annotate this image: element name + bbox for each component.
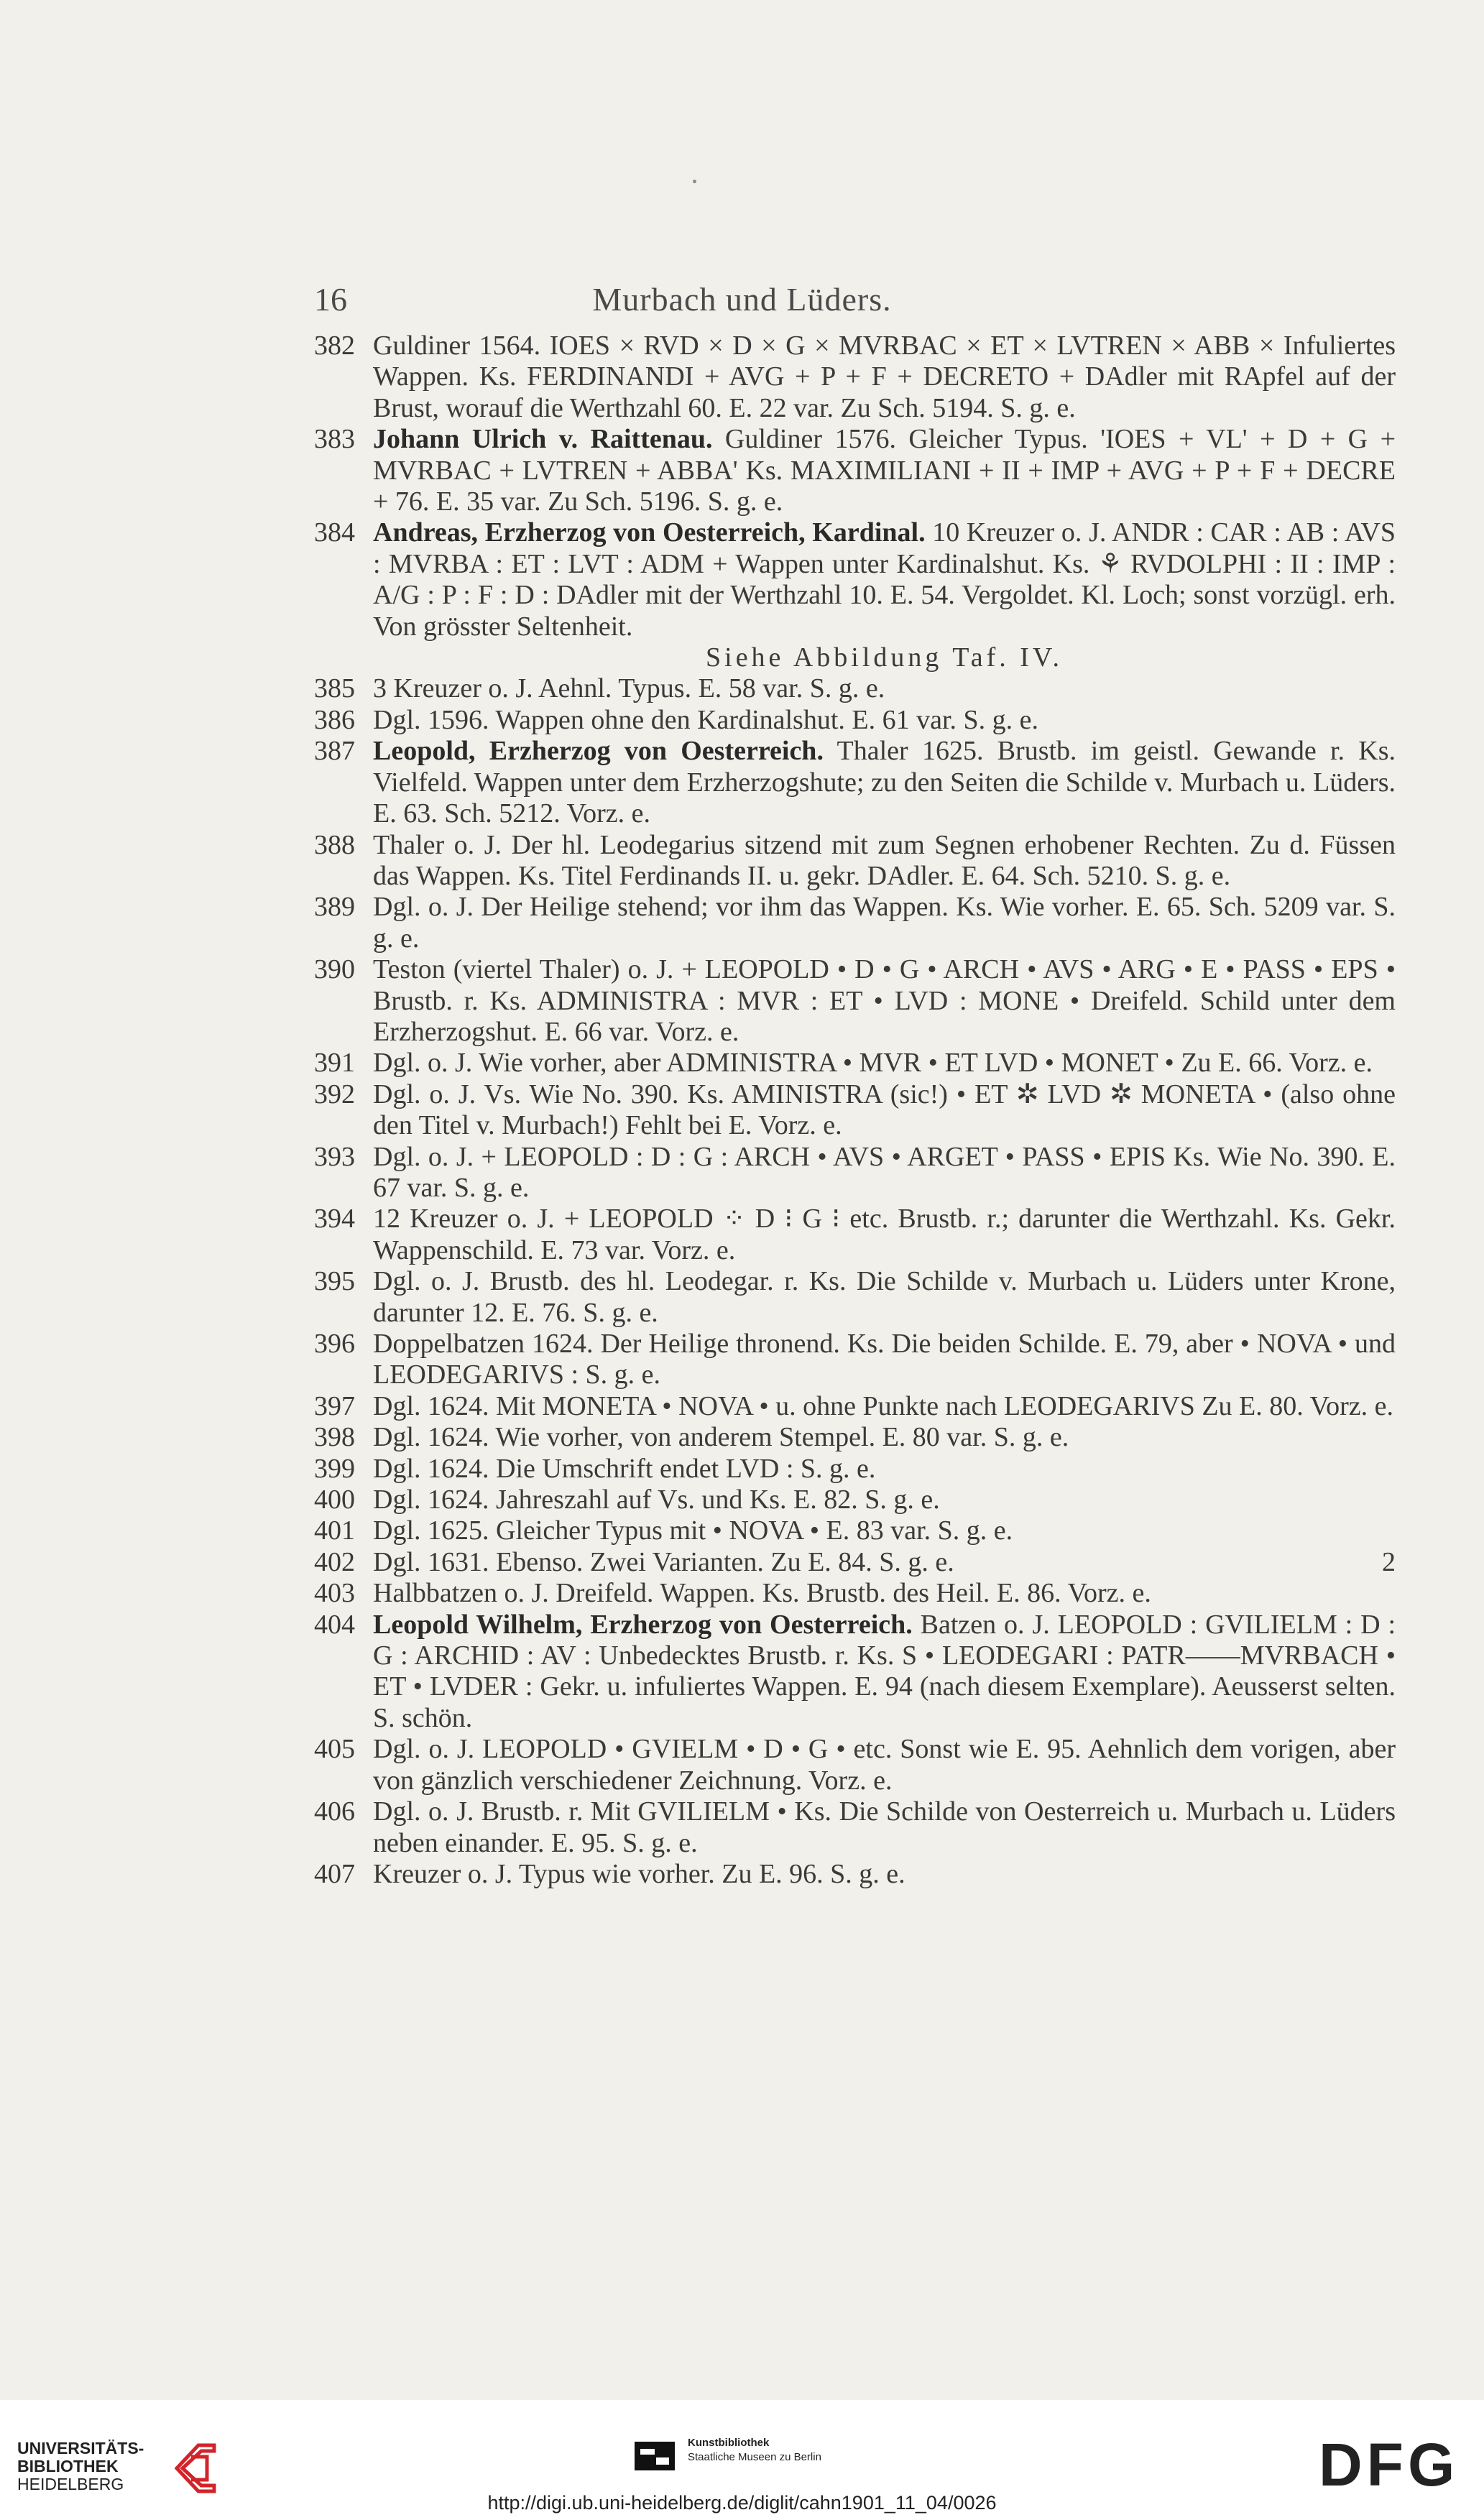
catalog-entry [314, 892, 1396, 954]
entry-description: Doppelbatzen 1624. Der Heilige thronend. Ks. Die beiden Schilde. E. 79, aber • NOVA • und LEODEGARIVS : S. g. e. [373, 1329, 1396, 1390]
entry-number: 383 [314, 424, 355, 455]
entry-description: Guldiner 1576. Gleicher Typus. 'IOES + VL' + D + G + MVRBAC + LVTREN + ABBA' Ks. MAXIMILIANI + II + IMP + AVG + P + F + DECRE + 76. E. 35 var. Zu Sch. 5196. S. g. e. [373, 424, 1396, 517]
entry-description: Dgl. o. J. + LEOPOLD : D : G : ARCH • AVS • ARGET • PASS • EPIS Ks. Wie No. 390. E. 67 var. S. g. e. [373, 1141, 1396, 1203]
entry-description: 10 Kreuzer o. J. ANDR : CAR : AB : AVS : MVRBA : ET : LVT : ADM + Wappen unter Kardinalshut. Ks. ⚘ RVDOLPHI : II : IMP : A/G : P : F : D : DAdler mit der Werthzahl 10. E. 54. Vergoldet. Kl. Loch; sonst vorzügl. erh. Von grösster Seltenheit. [373, 517, 1396, 642]
catalog-entry [314, 1578, 1396, 1609]
entry-description: Dgl. 1624. Jahreszahl auf Vs. und Ks. E. 82. S. g. e. [373, 1485, 940, 1515]
permalink-url[interactable]: http://digi.ub.uni-heidelberg.de/diglit/cahn1901_11_04/0026 [487, 2492, 997, 2514]
catalog-entry [314, 1859, 1396, 1890]
entry-number: 399 [314, 1453, 355, 1484]
catalog-entry [314, 954, 1396, 1048]
entry-description: Dgl. o. J. Brustb. des hl. Leodegar. r. Ks. Die Schilde v. Murbach u. Lüders unter Krone, darunter 12. E. 76. S. g. e. [373, 1266, 1396, 1328]
ub-heidelberg-logo[interactable] [17, 2440, 233, 2497]
entry-description: Dgl. 1624. Mit MONETA • NOVA • u. ohne Punkte nach LEODEGARIVS Zu E. 80. Vorz. e. [373, 1390, 1393, 1421]
catalog-entry [314, 1485, 1396, 1515]
catalog-entry [314, 1610, 1396, 1735]
entry-description: Dgl. 1631. Ebenso. Zwei Varianten. Zu E. 84. S. g. e. [373, 1546, 954, 1577]
entry-number: 393 [314, 1141, 355, 1172]
entry-ruler-name: Andreas, Erzherzog von Oesterreich, Kardinal. [373, 517, 926, 548]
entry-number: 387 [314, 736, 355, 767]
entry-description: Dgl. o. J. Brustb. r. Mit GVILIELM • Ks. Die Schilde von Oesterreich u. Murbach u. Lüders neben einander. E. 95. S. g. e. [373, 1796, 1396, 1858]
entry-description: Guldiner 1564. IOES × RVD × D × G × MVRBAC × ET × LVTREN × ABB × Infuliertes Wappen. Ks. FERDINANDI + AVG + P + F + DECRETO + DAdler mit RApfel auf der Brust, worauf die Werthzahl 60. E. 22 var. Zu Sch. 5194. S. g. e. [373, 331, 1396, 423]
catalog-entry [314, 1734, 1396, 1796]
catalog-entry [314, 424, 1396, 517]
catalog-entry [314, 673, 1396, 704]
entry-ruler-name: Johann Ulrich v. Raittenau. [373, 424, 713, 455]
catalog-entry [314, 1079, 1396, 1142]
catalog-entry [314, 830, 1396, 892]
entry-number: 400 [314, 1485, 355, 1515]
entry-number: 391 [314, 1048, 355, 1079]
footer-bar [0, 2400, 1484, 2520]
plate-reference: Siehe Abbildung Taf. IV. [706, 642, 1063, 673]
catalog-entries [314, 331, 1396, 1890]
catalog-entry [314, 1391, 1396, 1422]
catalog-entry [314, 517, 1396, 642]
running-title: Murbach und Lüders. [592, 281, 892, 318]
entry-description: Dgl. o. J. Vs. Wie No. 390. Ks. AMINISTRA (sic!) • ET ✲ LVD ✲ MONETA • (also ohne den Titel v. Murbach!) Fehlt bei E. Vorz. e. [373, 1079, 1396, 1141]
catalog-entry [314, 1142, 1396, 1204]
entry-number: 384 [314, 517, 355, 548]
entry-description: Dgl. 1624. Wie vorher, von anderem Stempel. E. 80 var. S. g. e. [373, 1422, 1069, 1453]
entry-description: Dgl. 1624. Die Umschrift endet LVD : S. g. e. [373, 1453, 876, 1484]
catalog-entry [314, 1515, 1396, 1546]
kunstbibliothek-emblem-icon [635, 2436, 675, 2476]
entry-description: Batzen o. J. LEOPOLD : GVILIELM : D : G : ARCHID : AV : Unbedecktes Brustb. r. Ks. S • LEODEGARI : PATR——MVRBACH • ET • LVDER : Gekr. u. infuliertes Wappen. E. 94 (nach diesem Exemplare). Aeusserst selten. S. schön. [373, 1609, 1396, 1733]
entry-description: Halbbatzen o. J. Dreifeld. Wappen. Ks. Brustb. des Heil. E. 86. Vorz. e. [373, 1578, 1151, 1609]
entry-description: Dgl. o. J. Wie vorher, aber ADMINISTRA • MVR • ET LVD • MONET • Zu E. 66. Vorz. e. [373, 1048, 1373, 1079]
entry-number: 394 [314, 1204, 355, 1234]
catalog-entry [314, 736, 1396, 829]
catalog-entry [314, 1204, 1396, 1266]
entry-description: Dgl. 1625. Gleicher Typus mit • NOVA • E. 83 var. S. g. e. [373, 1515, 1013, 1546]
entry-number: 397 [314, 1390, 355, 1421]
entry-number: 407 [314, 1858, 355, 1889]
entry-number: 401 [314, 1515, 355, 1546]
decorative-dot [693, 180, 696, 183]
page-number: 16 [314, 281, 347, 318]
entry-number: 386 [314, 704, 355, 735]
entry-count: 2 [1382, 1546, 1396, 1577]
entry-description: Thaler 1625. Brustb. im geistl. Gewande r. Ks. Vielfeld. Wappen unter dem Erzherzogshute; zu den Seiten die Schilde v. Murbach u. Lüders. E. 63. Sch. 5212. Vorz. e. [373, 736, 1396, 829]
catalog-entry [314, 331, 1396, 424]
entry-number: 390 [314, 954, 355, 985]
ub-emblem-icon [170, 2440, 220, 2497]
catalog-entry [314, 1422, 1396, 1453]
entry-number: 395 [314, 1266, 355, 1297]
entry-number: 402 [314, 1546, 355, 1577]
entry-number: 389 [314, 892, 355, 923]
catalog-entry [314, 1796, 1396, 1859]
dfg-logo[interactable]: DFG [1319, 2431, 1460, 2498]
ub-logo-text: UNIVERSITÄTS- BIBLIOTHEK HEIDELBERG [17, 2439, 144, 2493]
catalog-entry [314, 705, 1396, 736]
entry-description: Dgl. o. J. LEOPOLD • GVIELM • D • G • etc. Sonst wie E. 95. Aehnlich dem vorigen, aber von gänzlich verschiedener Zeichnung. Vorz. e. [373, 1734, 1396, 1796]
entry-number: 396 [314, 1329, 355, 1359]
entry-number: 388 [314, 829, 355, 860]
entry-number: 404 [314, 1609, 355, 1640]
entry-number: 382 [314, 331, 355, 361]
kunstbibliothek-logo[interactable] [635, 2429, 865, 2479]
entry-number: 405 [314, 1734, 355, 1765]
entry-number: 392 [314, 1079, 355, 1109]
catalog-entry [314, 1454, 1396, 1485]
entry-description: 12 Kreuzer o. J. + LEOPOLD ⁘ D ⁝ G ⁝ etc. Brustb. r.; darunter die Werthzahl. Ks. Gekr. Wappenschild. E. 73 var. Vorz. e. [373, 1204, 1396, 1265]
entry-ruler-name: Leopold, Erzherzog von Oesterreich. [373, 736, 824, 767]
entry-number: 398 [314, 1422, 355, 1453]
catalog-entry [314, 1048, 1396, 1079]
entry-description: Dgl. o. J. Der Heilige stehend; vor ihm das Wappen. Ks. Wie vorher. E. 65. Sch. 5209 var. S. g. e. [373, 892, 1396, 954]
entry-ruler-name: Leopold Wilhelm, Erzherzog von Oesterreich. [373, 1609, 913, 1640]
catalog-entry [314, 1266, 1396, 1329]
catalog-entry [314, 1547, 1396, 1578]
entry-description: Teston (viertel Thaler) o. J. + LEOPOLD • D • G • ARCH • AVS • ARG • E • PASS • EPS • Brustb. r. Ks. ADMINISTRA : MVR : ET • LVD : MONE • Dreifeld. Schild unter dem Erzherzogshut. E. 66 var. Vorz. e. [373, 954, 1396, 1047]
entry-description: 3 Kreuzer o. J. Aehnl. Typus. E. 58 var. S. g. e. [373, 673, 885, 704]
entry-number: 403 [314, 1578, 355, 1609]
kunstbibliothek-text: Kunstbibliothek Staatliche Museen zu Berlin [688, 2437, 821, 2463]
entry-description: Kreuzer o. J. Typus wie vorher. Zu E. 96. S. g. e. [373, 1858, 905, 1889]
entry-number: 406 [314, 1796, 355, 1827]
entry-description: Dgl. 1596. Wappen ohne den Kardinalshut. E. 61 var. S. g. e. [373, 704, 1039, 735]
entry-description: Thaler o. J. Der hl. Leodegarius sitzend mit zum Segnen erhobener Rechten. Zu d. Füssen das Wappen. Ks. Titel Ferdinands II. u. gekr. DAdler. E. 64. Sch. 5210. S. g. e. [373, 829, 1396, 891]
catalog-entry [314, 1329, 1396, 1391]
entry-number: 385 [314, 673, 355, 704]
